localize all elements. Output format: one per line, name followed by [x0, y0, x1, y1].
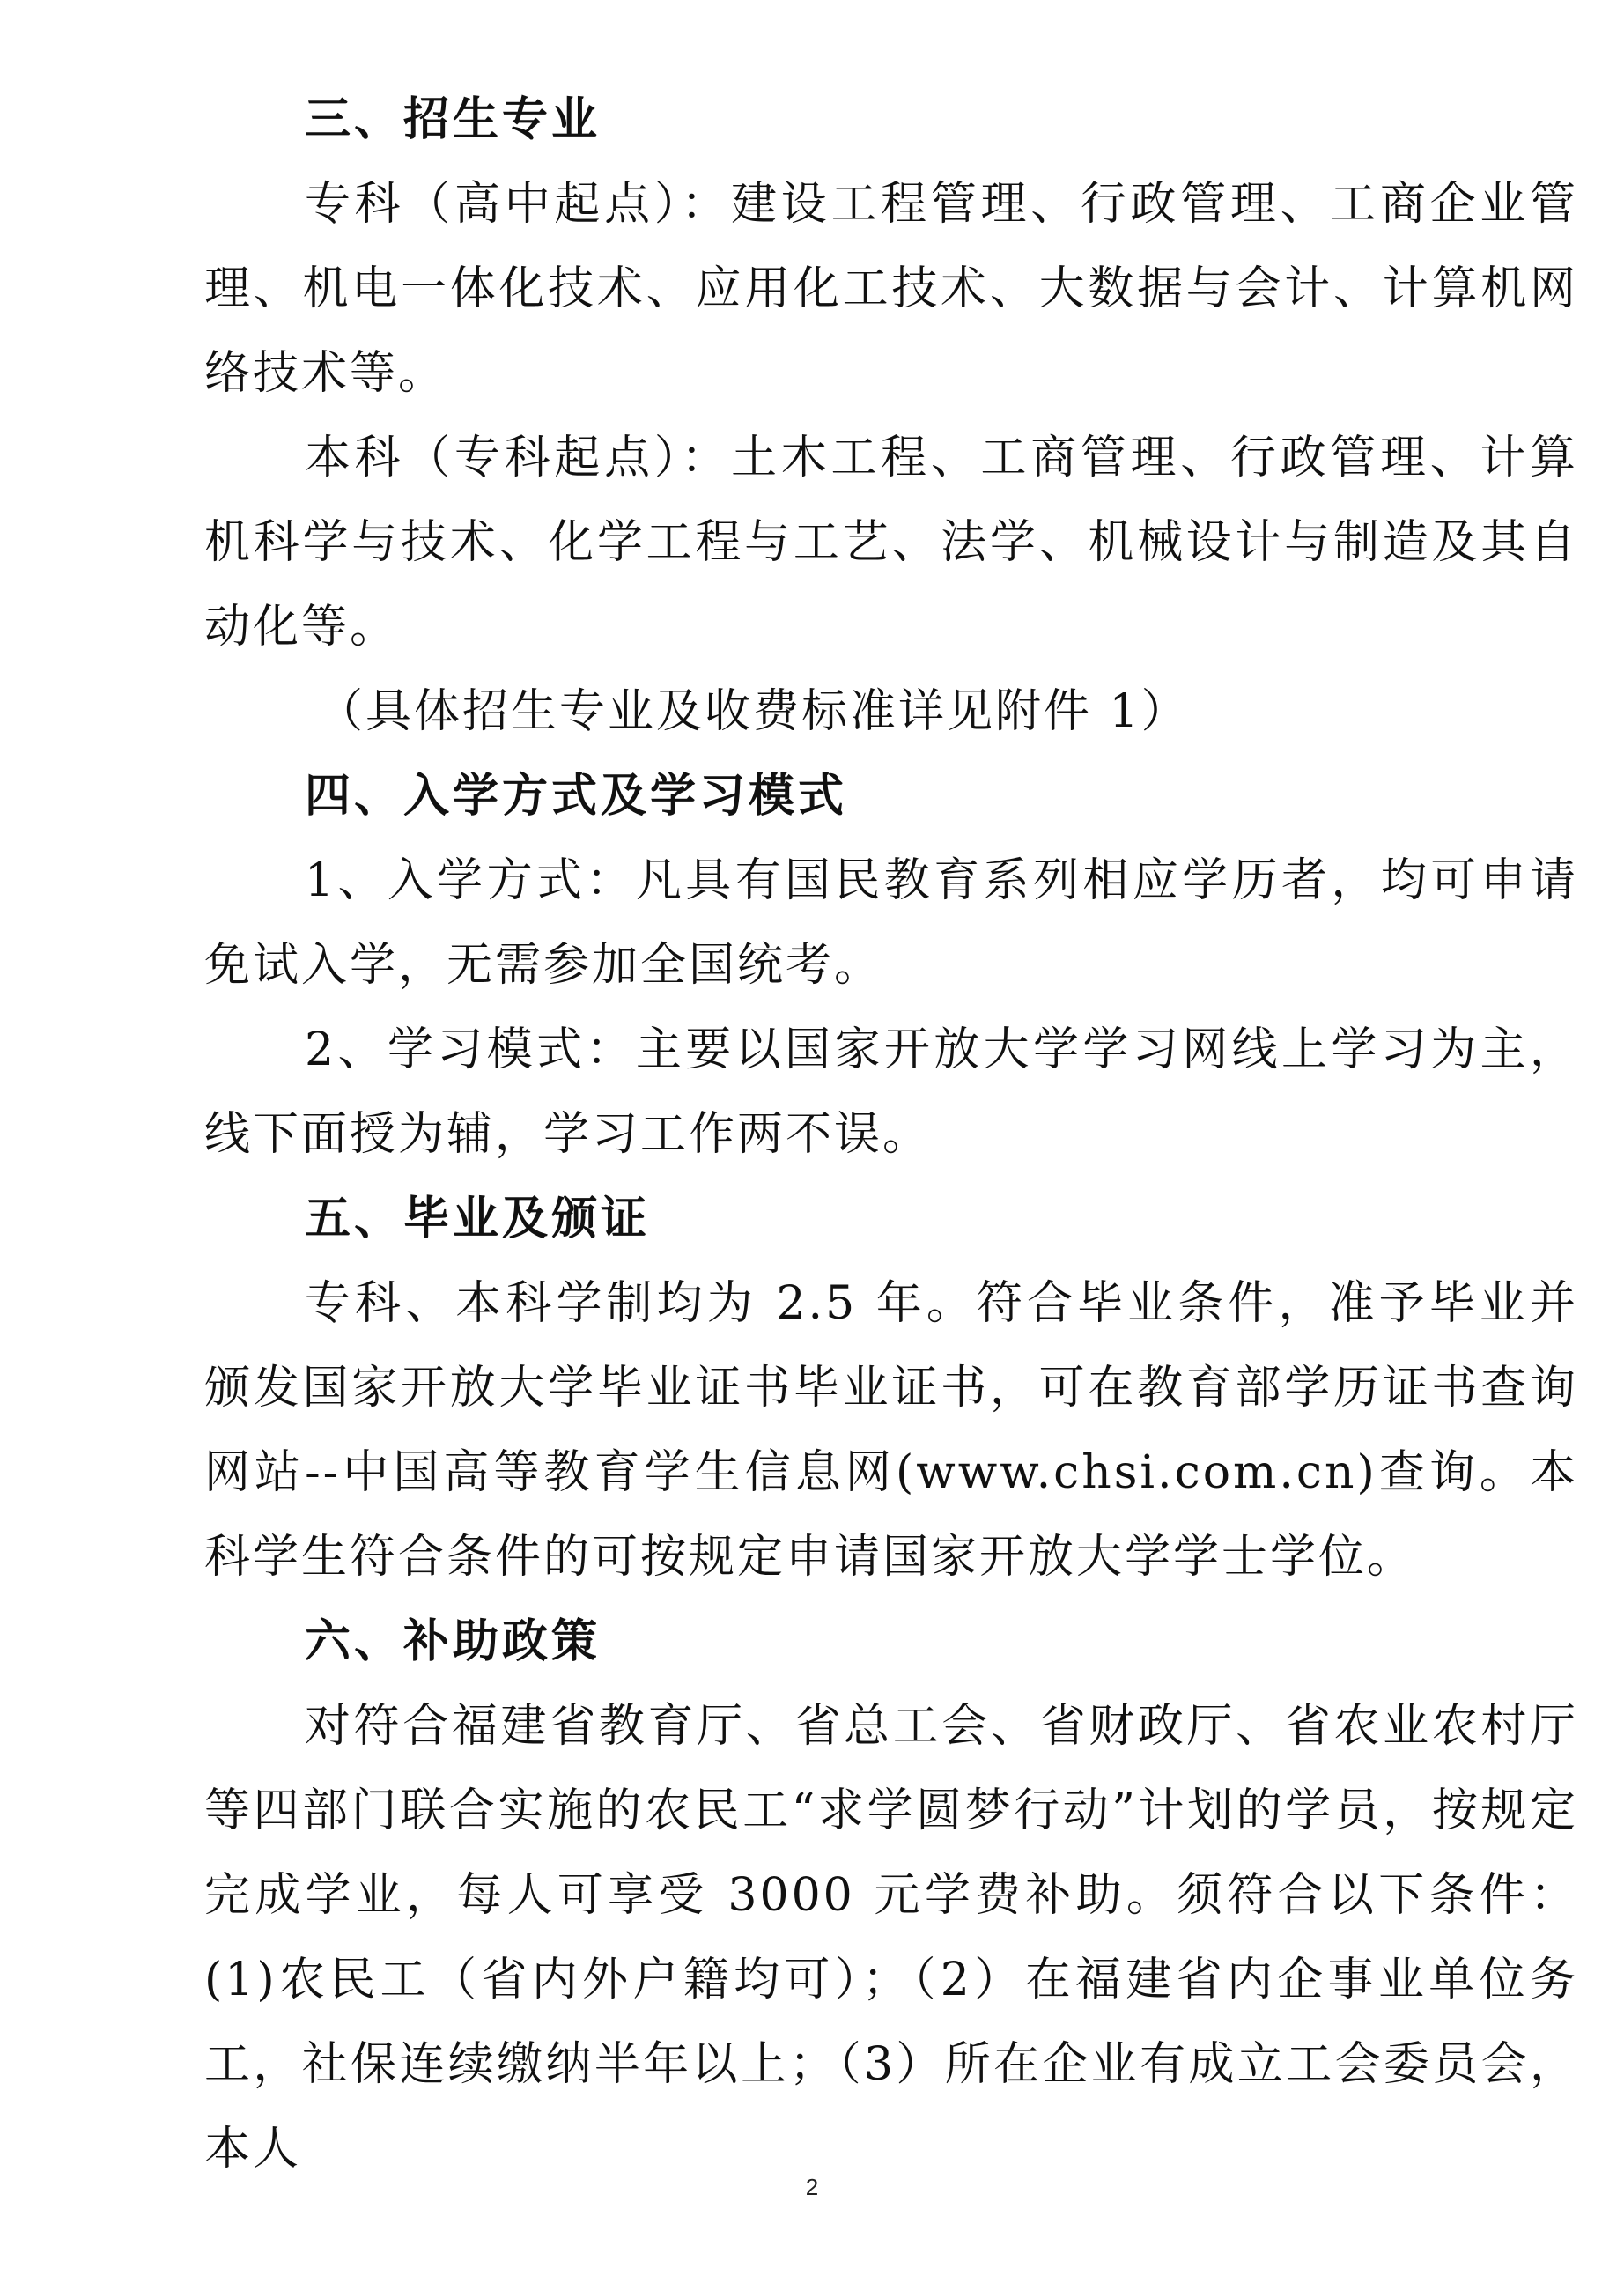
section-heading-graduation: 五、毕业及颁证	[305, 1192, 651, 1245]
paragraph-undergraduate-majors: 本科（专科起点）：土木工程、工商管理、行政管理、计算机科学与技术、化学工程与工艺、法学、机械设计与制造及其自动化等。	[204, 432, 1578, 654]
paragraph-enrollment-method: 1、入学方式：凡具有国民教育系列相应学历者，均可申请免试入学，无需参加全国统考。	[204, 854, 1578, 992]
section-heading-majors: 三、招生专业	[305, 92, 602, 146]
paragraph-junior-college-majors: 专科（高中起点）：建设工程管理、行政管理、工商企业管理、机电一体化技术、应用化工技术、大数据与会计、计算机网络技术等。	[204, 178, 1578, 400]
section-heading-subsidy: 六、补助政策	[305, 1614, 602, 1668]
note-attachment: （具体招生专业及收费标准详见附件 1）	[317, 685, 1190, 738]
page-number: 2	[805, 2174, 819, 2200]
document-body	[204, 78, 1578, 2191]
section-heading-enrollment: 四、入学方式及学习模式	[305, 769, 848, 823]
paragraph-graduation: 专科、本科学制均为 2.5 年。符合毕业条件，准予毕业并颁发国家开放大学毕业证书毕业证书，可在教育部学历证书查询网站--中国高等教育学生信息网(www.chsi.com.cn)查询。本科学生符合条件的可按规定申请国家开放大学学士学位。	[204, 1277, 1578, 1584]
paragraph-subsidy: 对符合福建省教育厅、省总工会、省财政厅、省农业农村厅等四部门联合实施的农民工“求学圆梦行动”计划的学员，按规定完成学业，每人可享受 3000 元学费补助。须符合以下条件：(1)农民工（省内外户籍均可）；（2）在福建省内企事业单位务工，社保连续缴纳半年以上；（3）所在企业有成立工会委员会，本人	[204, 1700, 1578, 2176]
paragraph-learning-mode: 2、学习模式：主要以国家开放大学学习网线上学习为主，线下面授为辅，学习工作两不误。	[204, 1023, 1578, 1161]
